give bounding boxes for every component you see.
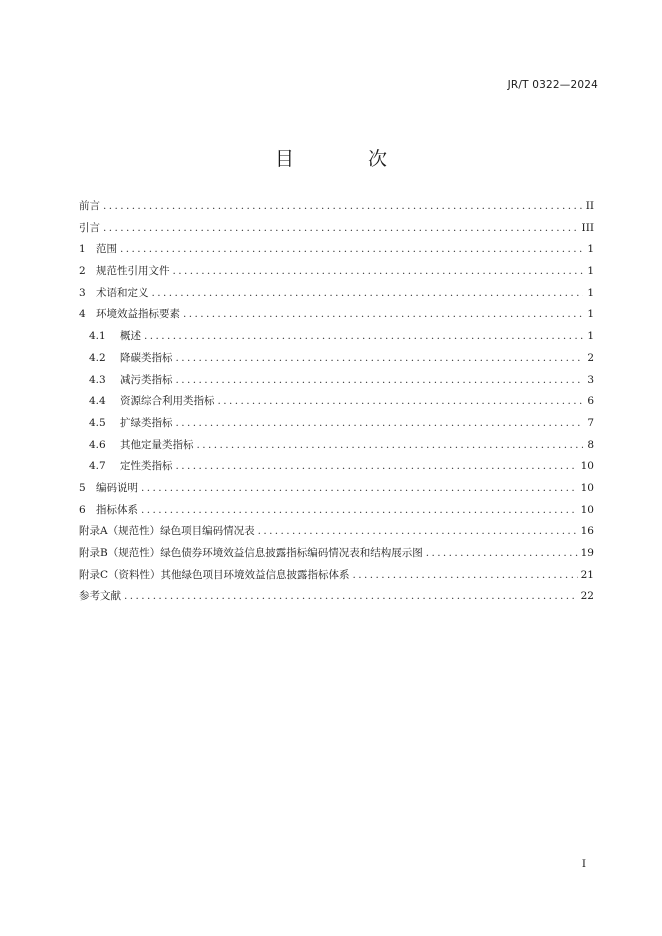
dot-leader [124, 590, 578, 602]
toc-entry-number: 5 [79, 481, 86, 494]
toc-entry-page: 19 [580, 547, 594, 559]
dot-leader [103, 200, 583, 212]
toc-entry-1[interactable] [79, 241, 594, 263]
dot-leader [120, 243, 583, 255]
toc-entry-page: 21 [580, 568, 594, 581]
toc-entry-page: 3 [587, 373, 594, 386]
toc-entry-number: 4 [79, 308, 86, 321]
toc-entry-page: 22 [580, 590, 594, 603]
toc-title: 目 次 [274, 148, 422, 170]
toc-entry-page: 10 [580, 460, 594, 473]
toc-entry-4-2[interactable] [79, 350, 594, 372]
toc-entry-foreword[interactable] [79, 198, 594, 220]
toc-entry-number: 4.6 [89, 438, 106, 451]
toc-entry-page: 1 [587, 308, 594, 321]
toc-entry-page: 1 [587, 243, 594, 256]
toc-entry-2[interactable] [79, 263, 594, 285]
toc-entry-page: 7 [587, 416, 594, 429]
toc-entry-label: 降碳类指标 [120, 351, 173, 364]
toc-entry-label: 范围 [96, 243, 117, 256]
toc-entry-page: 8 [587, 438, 594, 451]
toc-entry-number: 2 [79, 265, 86, 278]
toc-entry-number: 4.1 [89, 330, 106, 343]
toc-entry-6[interactable] [79, 502, 594, 524]
toc-entry-3[interactable] [79, 285, 594, 307]
page-number: I [581, 858, 586, 870]
toc-entry-label: 参考文献 [79, 590, 121, 603]
toc-entry-label: 引言 [79, 221, 100, 234]
toc-entry-appendix-a[interactable] [79, 523, 594, 545]
dot-leader [197, 439, 584, 451]
dot-leader [103, 222, 579, 234]
toc-entry-number: 4.2 [89, 351, 106, 364]
toc-entry-number: 4.3 [89, 373, 106, 386]
toc-entry-page: 6 [587, 395, 594, 408]
table-of-contents [79, 198, 594, 610]
dot-leader [141, 482, 578, 494]
toc-entry-number: 4.4 [89, 395, 106, 408]
toc-entry-appendix-b[interactable] [79, 545, 594, 567]
dot-leader [218, 395, 584, 407]
toc-entry-4-3[interactable] [79, 372, 594, 394]
toc-entry-4[interactable] [79, 306, 594, 328]
dot-leader [176, 460, 578, 472]
toc-entry-page: 1 [587, 286, 594, 299]
toc-entry-label: 规范性引用文件 [96, 265, 170, 278]
toc-entry-label: 术语和定义 [96, 286, 149, 299]
toc-entry-page: 2 [587, 351, 594, 364]
toc-entry-4-6[interactable] [79, 437, 594, 459]
dot-leader [353, 569, 578, 581]
toc-entry-label: 概述 [120, 330, 141, 343]
toc-entry-number: 4.5 [89, 416, 106, 429]
toc-entry-page: 1 [587, 330, 594, 343]
toc-entry-label: 扩绿类指标 [120, 416, 173, 429]
toc-entry-4-4[interactable] [79, 393, 594, 415]
toc-entry-5[interactable] [79, 480, 594, 502]
dot-leader [176, 374, 584, 386]
toc-entry-label: 资源综合利用类指标 [120, 395, 215, 408]
toc-entry-label: 附录A（规范性）绿色项目编码情况表 [79, 525, 255, 538]
toc-entry-bibliography[interactable] [79, 588, 594, 610]
document-code: JR/T 0322—2024 [507, 79, 598, 91]
toc-entry-label: 前言 [79, 200, 100, 212]
toc-entry-label: 定性类指标 [120, 460, 173, 473]
toc-entry-label: 附录B（规范性）绿色债券环境效益信息披露指标编码情况表和结构展示图 [79, 547, 423, 559]
dot-leader [176, 417, 584, 429]
toc-entry-page: III [581, 221, 594, 234]
dot-leader [258, 525, 578, 537]
dot-leader [141, 504, 578, 516]
toc-entry-page: 16 [580, 525, 594, 538]
toc-entry-4-5[interactable] [79, 415, 594, 437]
toc-entry-introduction[interactable] [79, 220, 594, 242]
toc-entry-label: 减污类指标 [120, 373, 173, 386]
toc-entry-label: 编码说明 [96, 481, 138, 494]
dot-leader [152, 287, 584, 299]
toc-entry-page: 10 [580, 503, 594, 516]
toc-entry-4-7[interactable] [79, 458, 594, 480]
toc-entry-page: 10 [580, 481, 594, 494]
toc-entry-number: 1 [79, 243, 86, 256]
toc-entry-number: 4.7 [89, 460, 106, 473]
toc-entry-page: 1 [587, 265, 594, 278]
dot-leader [176, 352, 584, 364]
toc-entry-appendix-c[interactable] [79, 567, 594, 589]
dot-leader [144, 330, 583, 342]
toc-entry-4-1[interactable] [79, 328, 594, 350]
toc-entry-label: 指标体系 [96, 503, 138, 516]
toc-entry-number: 3 [79, 286, 86, 299]
toc-entry-label: 环境效益指标要素 [96, 308, 180, 321]
dot-leader [173, 265, 584, 277]
dot-leader [426, 547, 578, 559]
toc-entry-label: 附录C（资料性）其他绿色项目环境效益信息披露指标体系 [79, 568, 350, 581]
toc-entry-number: 6 [79, 503, 86, 516]
toc-entry-label: 其他定量类指标 [120, 438, 194, 451]
dot-leader [183, 308, 583, 320]
toc-entry-page: II [585, 200, 594, 212]
